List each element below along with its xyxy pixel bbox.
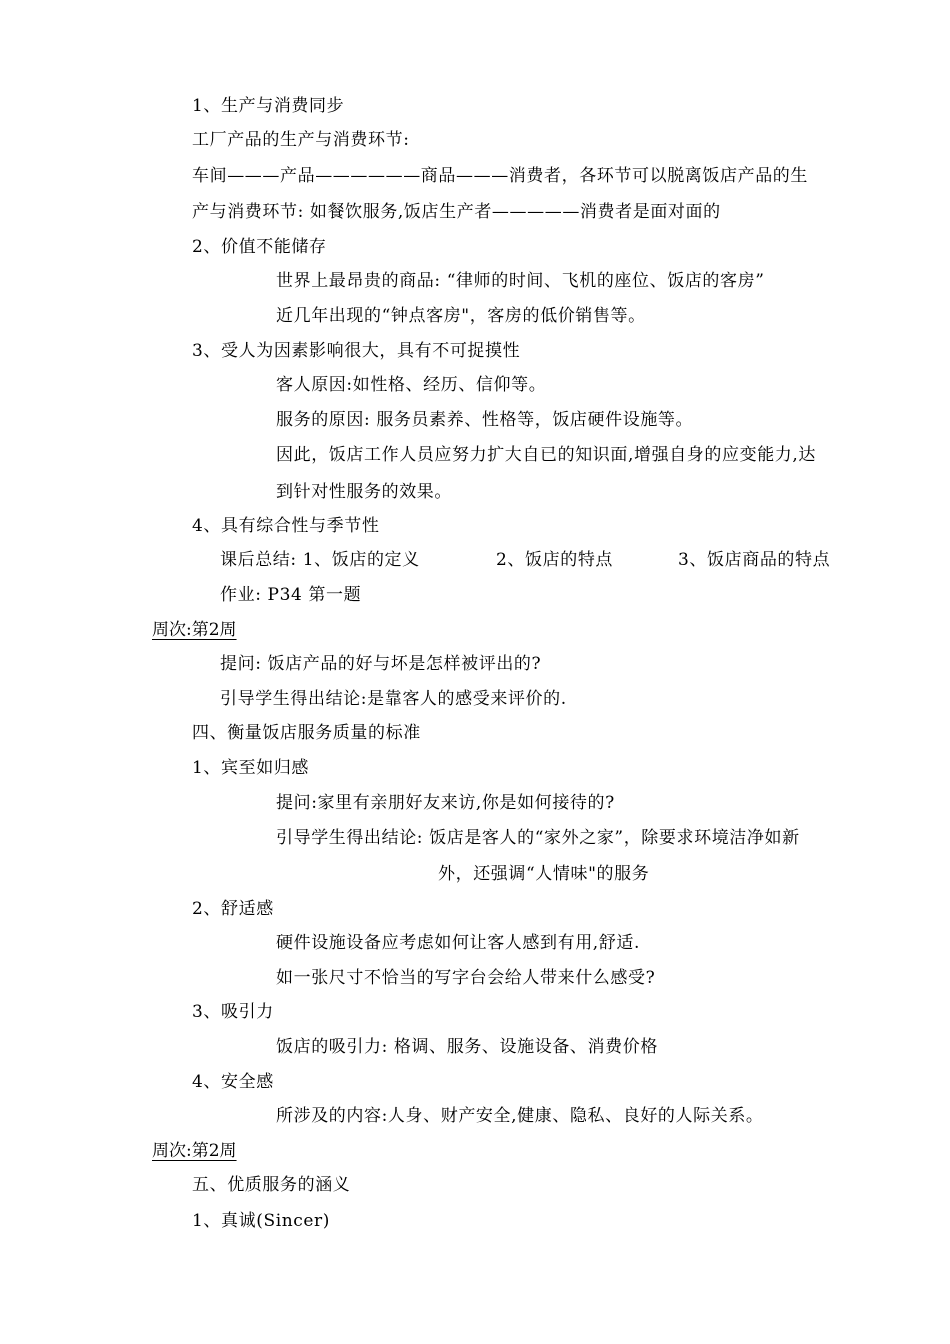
text-service-reasons: 服务的原因: 服务员素养、性格等，饭店硬件设施等。: [276, 410, 694, 430]
heading-comprehensive-seasonal: 4、具有综合性与季节性: [192, 516, 380, 536]
text-conclusion-feeling: 引导学生得出结论:是靠客人的感受来评价的.: [220, 689, 567, 709]
text-hotel-production: 产与消费环节: 如餐饮服务,饭店生产者—————消费者是面对面的: [192, 202, 721, 222]
summary-item-definition: 课后总结: 1、饭店的定义: [220, 550, 420, 570]
heading-value-storage: 2、价值不能储存: [192, 237, 327, 257]
text-guest-reasons: 客人原因:如性格、经历、信仰等。: [276, 375, 547, 395]
text-desk-example: 如一张尺寸不恰当的写字台会给人带来什么感受?: [276, 968, 656, 988]
heading-safety: 4、安全感: [192, 1072, 274, 1092]
heading-human-factors: 3、受人为因素影响很大，具有不可捉摸性: [192, 341, 521, 361]
text-hotel-attraction: 饭店的吸引力: 格调、服务、设施设备、消费价格: [276, 1037, 658, 1057]
text-home-away-home: 引导学生得出结论: 饭店是客人的“家外之家”，除要求环境洁净如新: [276, 828, 800, 848]
text-human-touch: 外，还强调“人情味"的服务: [438, 864, 650, 884]
summary-item-features: 2、饭店的特点: [496, 550, 614, 570]
heading-production-consumption: 1、生产与消费同步: [192, 96, 345, 116]
heading-quality-standards: 四、衡量饭店服务质量的标准: [192, 723, 421, 743]
text-homework: 作业: P34 第一题: [220, 585, 362, 605]
summary-line: [220, 548, 830, 572]
heading-quality-service-meaning: 五、优质服务的涵义: [192, 1175, 351, 1195]
week-label: 周次:第2周: [152, 1141, 237, 1161]
summary-item-goods-features: 3、饭店商品的特点: [678, 550, 831, 570]
heading-sincerity: 1、真诚(Sincer): [192, 1211, 331, 1231]
text-expensive-goods: 世界上最昂贵的商品: “律师的时间、飞机的座位、饭店的客房”: [276, 271, 765, 291]
text-hourly-rooms: 近几年出现的“钟点客房"，客房的低价销售等。: [276, 306, 646, 326]
text-targeted-service: 到针对性服务的效果。: [276, 482, 452, 502]
heading-attraction: 3、吸引力: [192, 1002, 274, 1022]
text-factory-product: 工厂产品的生产与消费环节:: [192, 130, 410, 150]
heading-home-feeling: 1、宾至如归感: [192, 758, 310, 778]
text-workshop-chain: 车间———产品——————商品———消费者，各环节可以脱离饭店产品的生: [192, 166, 808, 186]
text-question-quality: 提问: 饭店产品的好与坏是怎样被评出的?: [220, 654, 542, 674]
text-question-visitors: 提问:家里有亲朋好友来访,你是如何接待的?: [276, 793, 615, 813]
week-label: 周次:第2周: [152, 620, 237, 640]
text-therefore-staff: 因此，饭店工作人员应努力扩大自已的知识面,增强自身的应变能力,达: [276, 445, 817, 465]
text-hardware-comfort: 硬件设施设备应考虑如何让客人感到有用,舒适.: [276, 933, 641, 953]
heading-comfort: 2、舒适感: [192, 899, 274, 919]
text-safety-content: 所涉及的内容:人身、财产安全,健康、隐私、良好的人际关系。: [276, 1106, 764, 1126]
